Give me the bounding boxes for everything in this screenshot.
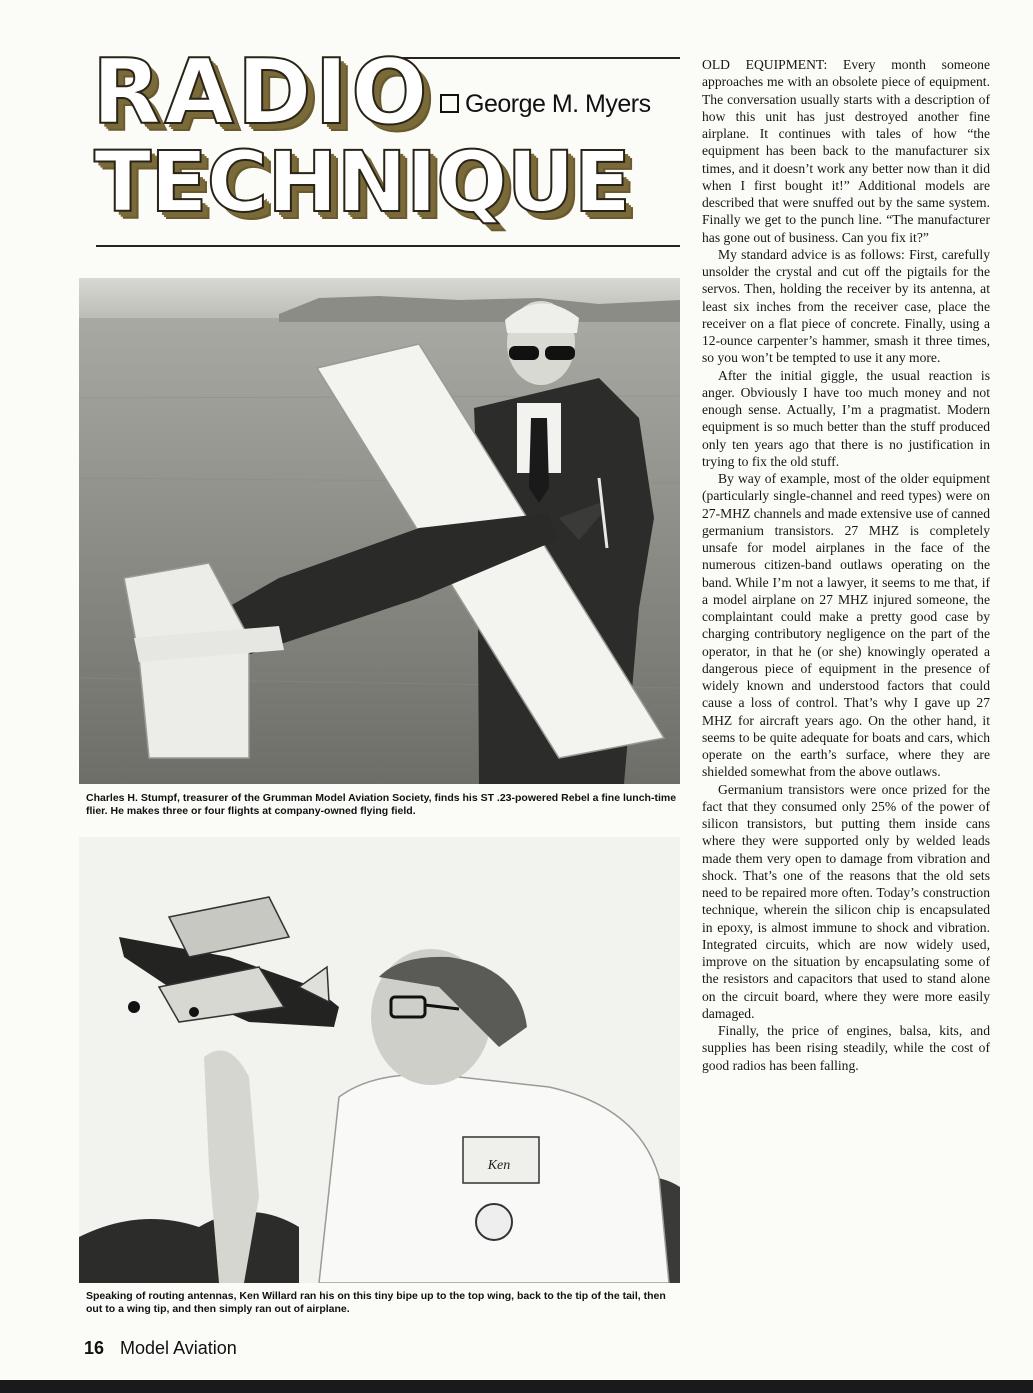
article-paragraph-6: Finally, the price of engines, balsa, kits, and supplies has been rising steadily, while the cost of good radios has been falling. <box>702 1023 990 1073</box>
caption-photo-1: Charles H. Stumpf, treasurer of the Grumman Model Aviation Society, finds his ST .23-powered Rebel a fine lunch-time flier. He makes three or four flights at company-owned flying field. <box>86 792 677 817</box>
article-paragraph-1: OLD EQUIPMENT: Every month someone approaches me with an obsolete piece of equipment. The conversation usually starts with a description of how this unit has just destroyed another fine airplane. It continues with tales of how “the equipment has been back to the manufacturer six times, and it doesn’t work any better now than it did when I first bought it!” Additional models are described that were snuffed out by the same system. Finally we get to the punch line. “The manufacturer has gone out of business. Can you fix it?” <box>702 57 990 245</box>
page-footer <box>84 1338 237 1359</box>
article-paragraph-5: Germanium transistors were once prized for the fact that they consumed only 25% of the power of silicon transistors, but putting them inside cans where they were supported only by welded leads made them very open to damage from vibration and shock. That’s one of the reasons that the old sets need to be repaired more often. Today’s construction technique, wherein the silicon chip is encapsulated in epoxy, is almost immune to shock and vibration. Integrated circuits, which are now widely used, improve on the situation by encapsulating some of the resistors and capacitors that used to stand alone on the circuit board, where they were more easily damaged. <box>702 781 990 1021</box>
caption-photo-2: Speaking of routing antennas, Ken Willard ran his on this tiny bipe up to the top wing, back to the tip of the tail, then out to a wing tip, and then simply ran out of airplane. <box>86 1290 666 1315</box>
photo-willard-bipe <box>79 837 680 1283</box>
author-name: George M. Myers <box>465 90 651 118</box>
page-number: 16 <box>84 1338 105 1358</box>
photo-stumpf-rebel <box>79 278 680 784</box>
article-paragraph-4: By way of example, most of the older equipment (particularly single-channel and reed types) were on 27-MHZ channels and made extensive use of canned germanium transistors. 27 MHZ is completely unsafe for model airplanes in the face of the numerous citizen-band outlaws operating on the band. While I’m not a lawyer, it seems to me that, if a model airplane on 27 MHZ injured someone, the complaintant could make a pretty good case by charging contributory negligence on the part of the operator, in that he (or she) knowingly operated a dangerous piece of equipment in the presence of widely known and understood factors that could cause a loss of control. That’s why I gave up 27 MHZ for aircraft years ago. On the other hand, it seems to be quite adequate for boats and cars, which operate on the earth’s surface, where they are shielded somewhat from the above outlaws. <box>702 471 991 780</box>
magazine-name: Model Aviation <box>120 1338 237 1358</box>
photo-stumpf-illustration <box>79 278 680 784</box>
title-technique: TECHNIQUE <box>94 133 631 231</box>
photo-willard-illustration <box>79 837 680 1283</box>
byline-box-icon <box>440 94 459 113</box>
title-radio: RADIO <box>92 40 431 145</box>
title-top-rule <box>398 57 680 59</box>
shirt-patch-name: Ken <box>487 1158 511 1173</box>
author-byline <box>440 90 651 119</box>
article-paragraph-3: After the initial giggle, the usual reaction is anger. Obviously I have too much money and not enough sense. Actually, I’m a pragmatist. Modern equipment is so much better than the stuff produced only ten years ago that there is no justification in trying to fix the old stuff. <box>702 367 990 469</box>
article-paragraph-2: My standard advice is as follows: First, carefully unsolder the crystal and cut off the pigtails for the servos. Then, holding the receiver by its antenna, at least six inches from the receiver case, place the receiver on a flat piece of concrete. Finally, using a 12-ounce carpenter’s hammer, smash it three times, so you won’t be tempted to use it any more. <box>702 246 990 366</box>
article-column <box>702 56 990 1074</box>
title-bottom-rule <box>96 245 680 247</box>
